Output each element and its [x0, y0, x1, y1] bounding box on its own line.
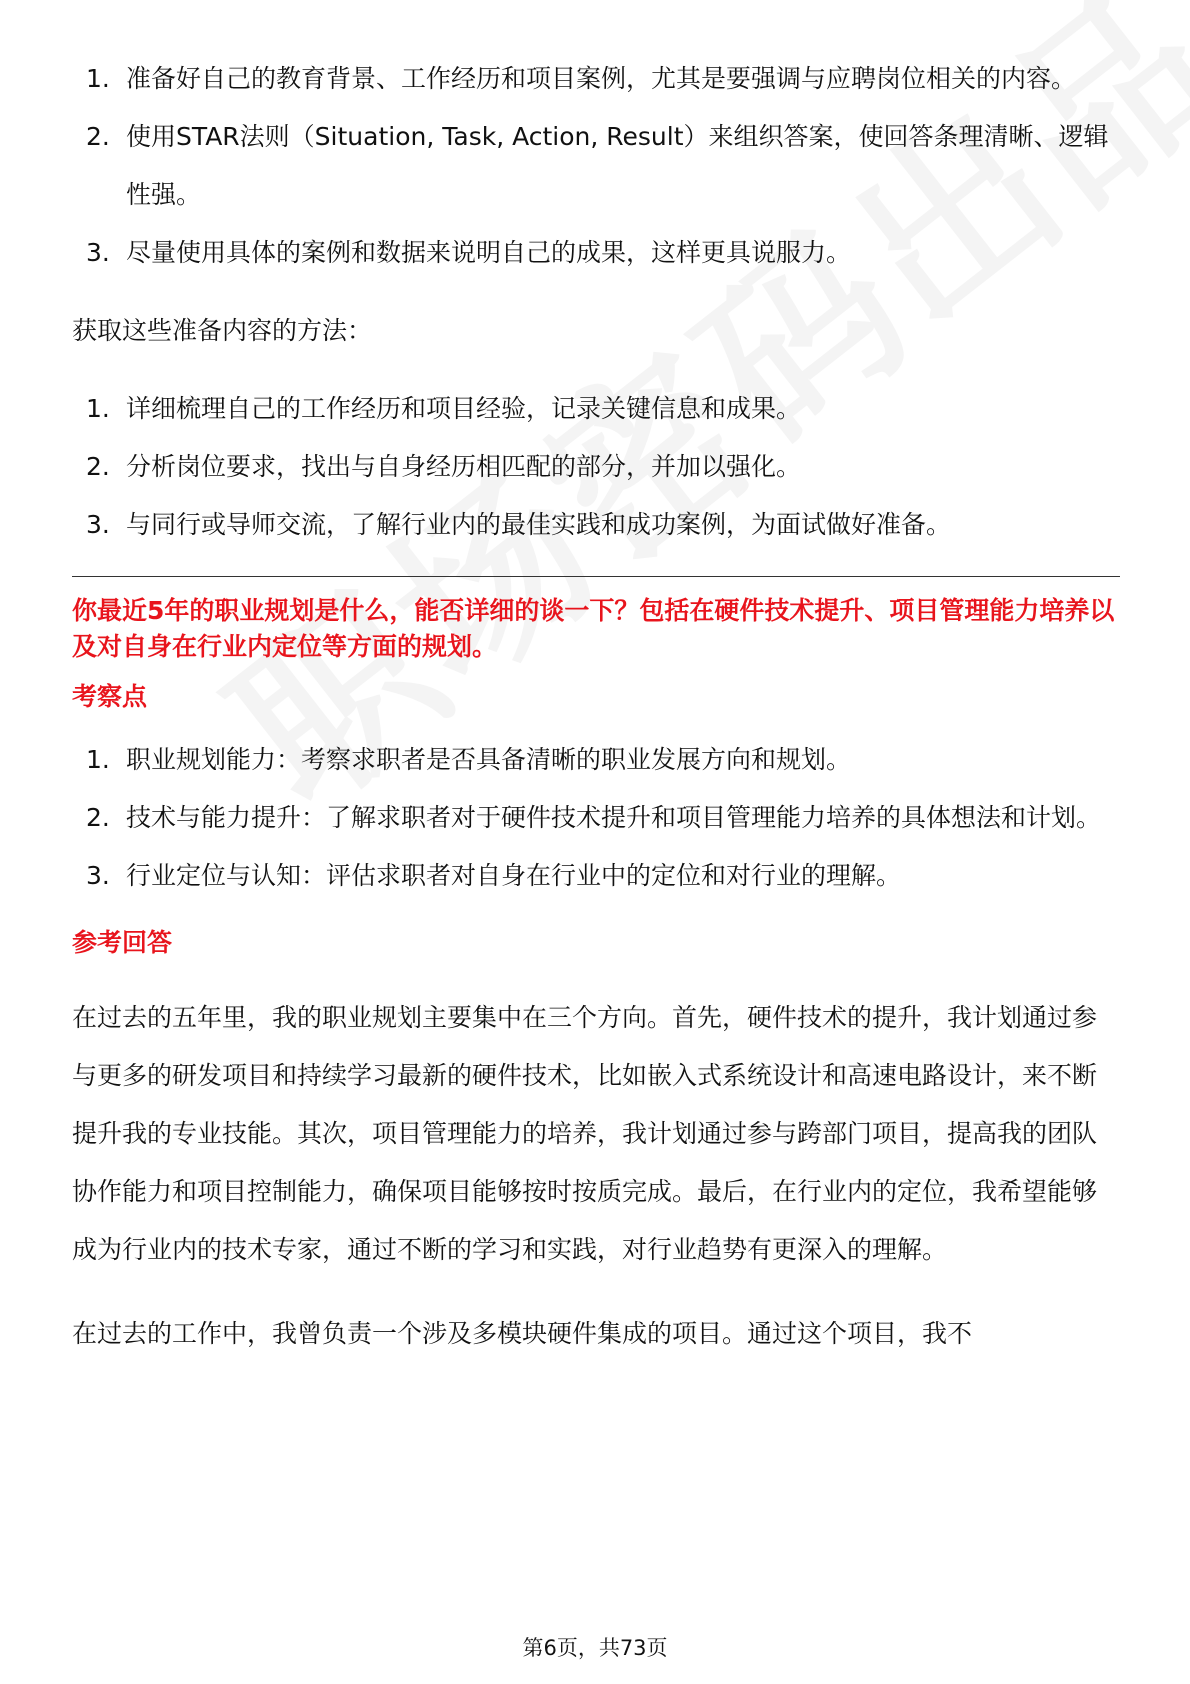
list-number: 2. [86, 122, 110, 151]
prep-list [72, 50, 1120, 282]
page-footer: 第6页，共73页 [522, 1636, 668, 1660]
list-item [72, 438, 1120, 496]
list-item [72, 380, 1120, 438]
answer-paragraph: 在过去的五年里，我的职业规划主要集中在三个方向。首先，硬件技术的提升，我计划通过参与更多的研发项目和持续学习最新的硬件技术，比如嵌入式系统设计和高速电路设计，来不断提升我的专业技能。其次，项目管理能力的培养，我计划通过参与跨部门项目，提高我的团队协作能力和项目控制能力，确保项目能够按时按质完成。最后，在行业内的定位，我希望能够成为行业内的技术专家，通过不断的学习和实践，对行业趋势有更深入的理解。 [72, 1003, 1098, 1264]
list-item [72, 789, 1120, 847]
list-number: 2. [86, 803, 110, 832]
list-item [72, 731, 1120, 789]
answer-title: 参考回答 [72, 928, 173, 957]
list-item [72, 847, 1120, 905]
section-divider [72, 576, 1120, 577]
list-item [72, 496, 1120, 554]
list-number: 3. [86, 510, 110, 539]
methods-heading: 获取这些准备内容的方法： [72, 316, 373, 345]
list-text: 行业定位与认知：评估求职者对自身在行业中的定位和对行业的理解。 [126, 861, 902, 890]
list-number: 2. [86, 452, 110, 481]
focus-title: 考察点 [72, 682, 148, 711]
list-text: 使用STAR法则（Situation, Task, Action, Result）来组织答案，使回答条理清晰、逻辑性强。 [126, 122, 1109, 209]
list-number: 1. [86, 64, 110, 93]
list-item [72, 50, 1120, 108]
list-number: 3. [86, 238, 110, 267]
list-number: 1. [86, 394, 110, 423]
list-text: 职业规划能力：考察求职者是否具备清晰的职业发展方向和规划。 [126, 745, 852, 774]
answer-paragraph: 在过去的工作中，我曾负责一个涉及多模块硬件集成的项目。通过这个项目，我不 [72, 1319, 973, 1348]
methods-list [72, 380, 1120, 554]
focus-list [72, 731, 1120, 905]
list-text: 详细梳理自己的工作经历和项目经验，记录关键信息和成果。 [126, 394, 802, 423]
interview-question: 你最近5年的职业规划是什么，能否详细的谈一下？包括在硬件技术提升、项目管理能力培养以及对自身在行业内定位等方面的规划。 [72, 596, 1115, 661]
page-content [72, 50, 1120, 1363]
list-text: 技术与能力提升：了解求职者对于硬件技术提升和项目管理能力培养的具体想法和计划。 [126, 803, 1102, 832]
list-text: 准备好自己的教育背景、工作经历和项目案例，尤其是要强调与应聘岗位相关的内容。 [126, 64, 1077, 93]
list-item [72, 224, 1120, 282]
list-text: 与同行或导师交流，了解行业内的最佳实践和成功案例，为面试做好准备。 [126, 510, 952, 539]
list-item [72, 108, 1120, 224]
list-number: 1. [86, 745, 110, 774]
list-text: 尽量使用具体的案例和数据来说明自己的成果，这样更具说服力。 [126, 238, 852, 267]
list-number: 3. [86, 861, 110, 890]
list-text: 分析岗位要求，找出与自身经历相匹配的部分，并加以强化。 [126, 452, 802, 481]
